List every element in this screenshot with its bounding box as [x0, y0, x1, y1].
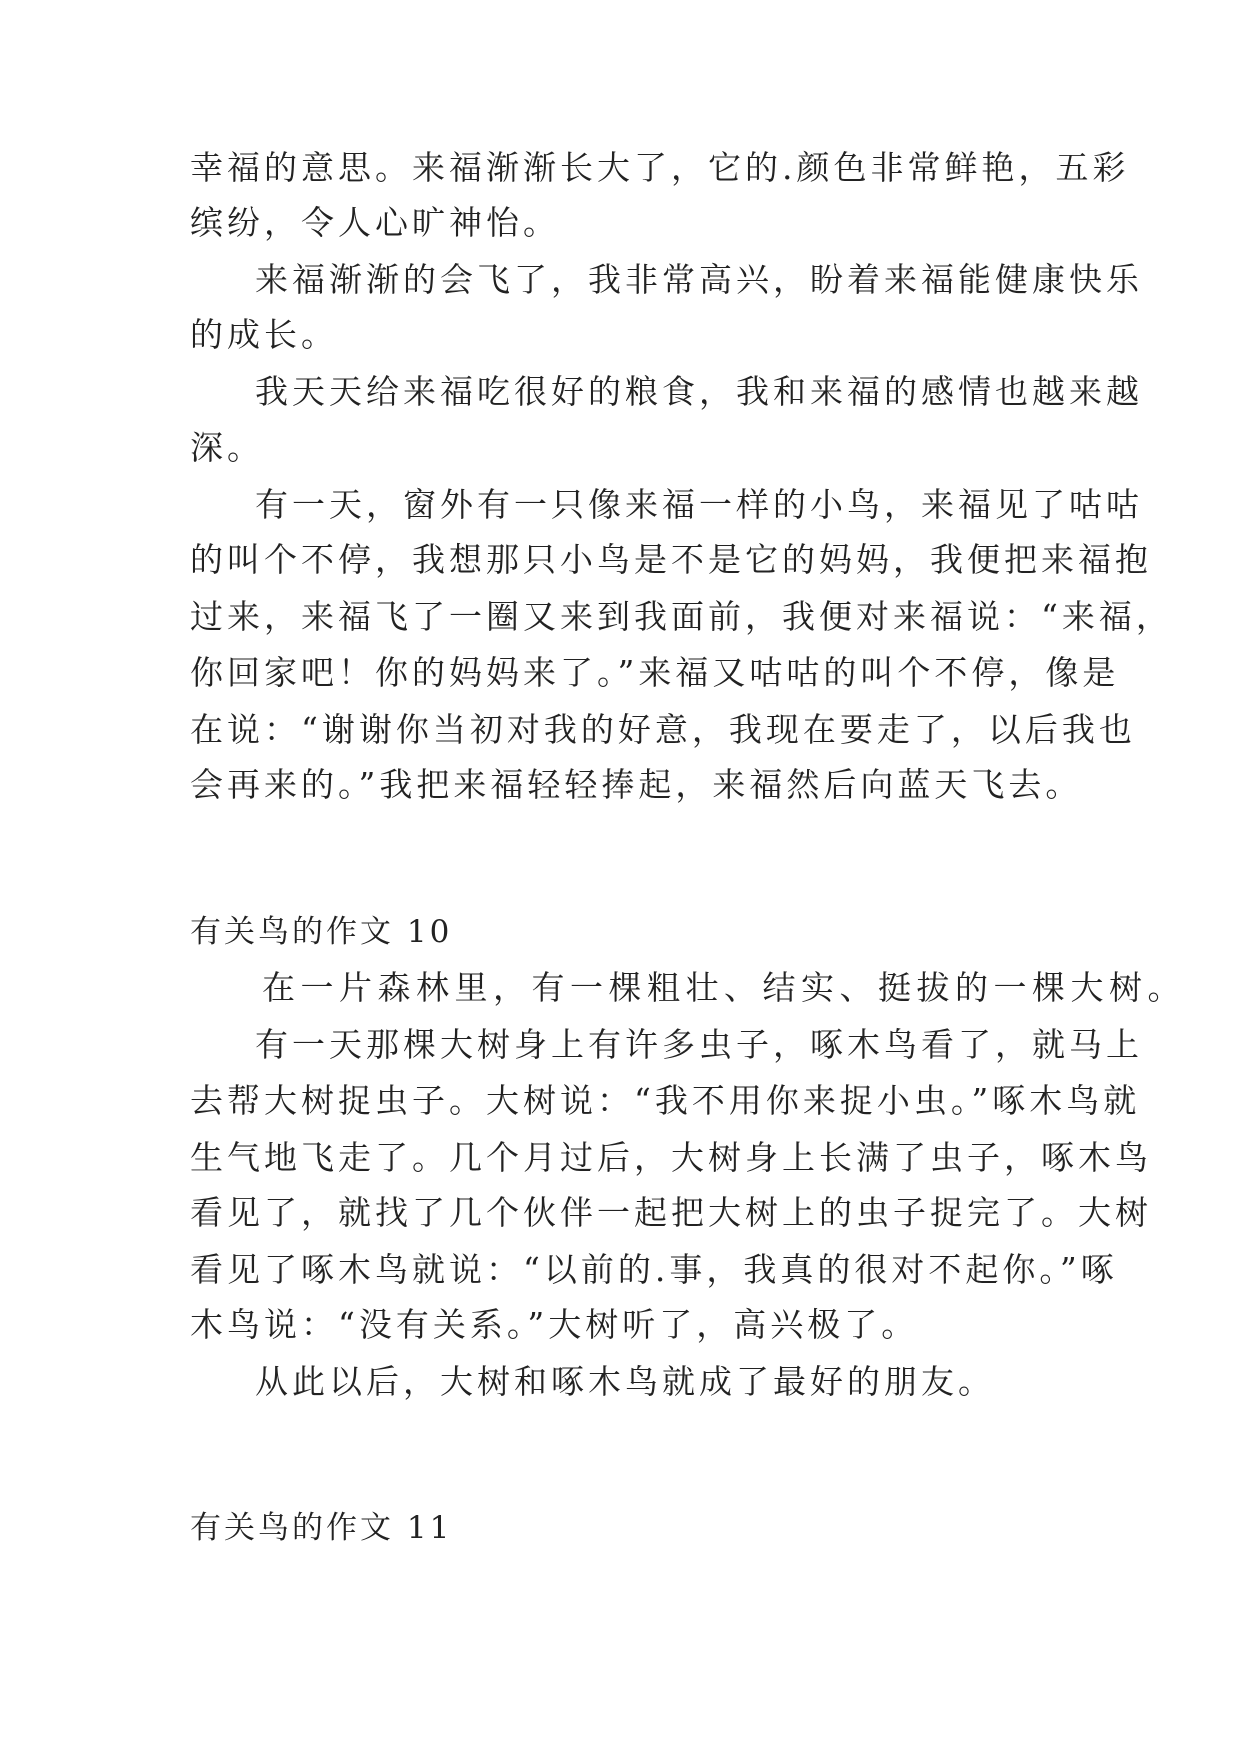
paragraph-line: 的成长。	[190, 315, 338, 354]
paragraph-line: 的叫个不停，我想那只小鸟是不是它的妈妈，我便把来福抱	[190, 540, 1152, 579]
paragraph-line: 生气地飞走了。几个月过后，大树身上长满了虫子，啄木鸟	[190, 1138, 1152, 1177]
paragraph-line: 有一天，窗外有一只像来福一样的小鸟，来福见了咕咕	[255, 485, 1143, 524]
paragraph-line: 看见了啄木鸟就说：“以前的.事，我真的很对不起你。”啄	[190, 1250, 1118, 1289]
paragraph-line: 过来，来福飞了一圈又来到我面前，我便对来福说：“来福，	[190, 597, 1173, 636]
paragraph-line: 幸福的意思。来福渐渐长大了，它的.颜色非常鲜艳，五彩	[190, 148, 1130, 187]
paragraph-line: 会再来的。”我把来福轻轻捧起，来福然后向蓝天飞去。	[190, 765, 1083, 804]
paragraph-line: 在说：“谢谢你当初对我的好意，我现在要走了，以后我也	[190, 710, 1136, 749]
paragraph-line: 看见了，就找了几个伙伴一起把大树上的虫子捉完了。大树	[190, 1193, 1152, 1232]
paragraph-line: 深。	[190, 428, 264, 467]
paragraph-line: 有一天那棵大树身上有许多虫子，啄木鸟看了，就马上	[255, 1025, 1143, 1064]
paragraph-line: 从此以后，大树和啄木鸟就成了最好的朋友。	[255, 1362, 995, 1401]
paragraph-line: 去帮大树捉虫子。大树说：“我不用你来捉小虫。”啄木鸟就	[190, 1081, 1141, 1120]
paragraph-line: 缤纷，令人心旷神怡。	[190, 203, 560, 242]
paragraph-line: 你回家吧！你的妈妈来了。”来福又咕咕的叫个不停，像是	[190, 653, 1120, 692]
section-title: 有关鸟的作文 10	[190, 914, 453, 950]
paragraph-line: 我天天给来福吃很好的粮食，我和来福的感情也越来越	[255, 372, 1143, 411]
paragraph-line: 木鸟说：“没有关系。”大树听了，高兴极了。	[190, 1305, 919, 1344]
paragraph-line: 来福渐渐的会飞了，我非常高兴，盼着来福能健康快乐	[255, 260, 1143, 299]
paragraph-line: 在一片森林里，有一棵粗壮、结实、挺拔的一棵大树。	[262, 968, 1186, 1007]
section-title: 有关鸟的作文 11	[190, 1510, 453, 1546]
